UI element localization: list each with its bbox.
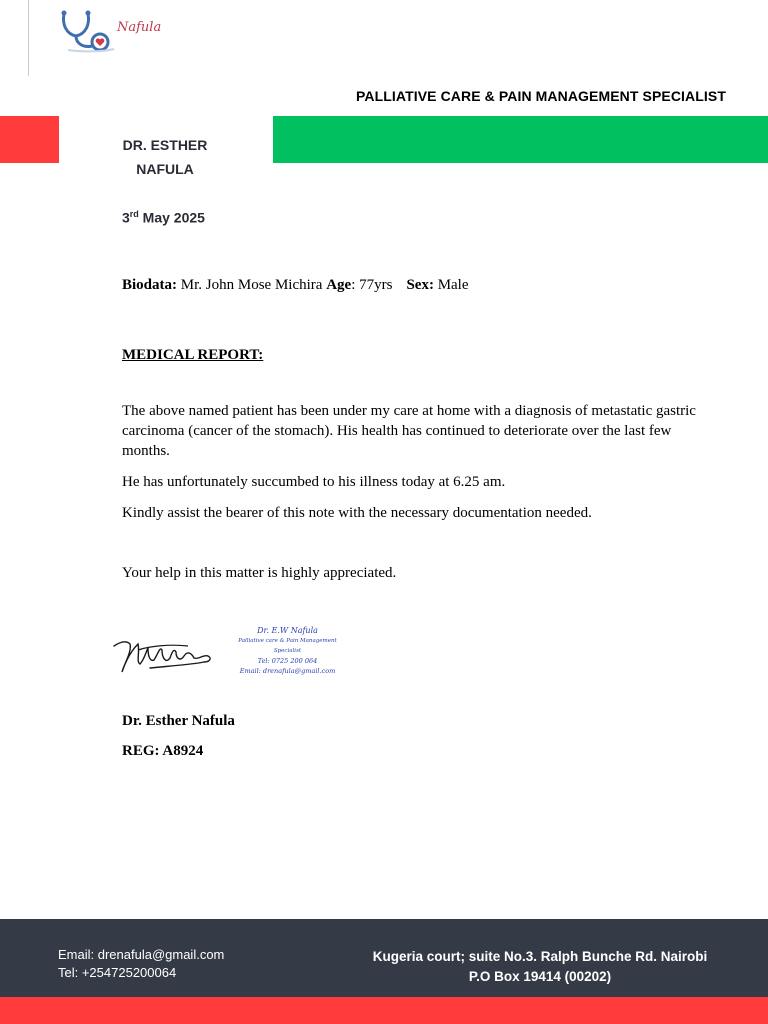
footer-red-stripe [0,997,768,1024]
date-rest: May 2025 [138,209,205,226]
biodata-label: Biodata: [122,277,178,293]
footer-bar [0,919,768,997]
age-value: : 77yrs [351,277,393,293]
patient-name: Mr. John Mose Michira [177,277,327,293]
accent-green-block [273,116,768,163]
footer-tel: Tel: +254725200064 [58,965,177,980]
footer-address [340,947,740,987]
stamp-tel: Tel: 0725 200 064 [257,657,318,665]
clinic-logo [58,8,173,58]
specialty-title: PALLIATIVE CARE & PAIN MANAGEMENT SPECIALIST [356,88,726,104]
logo-wordmark: Nafula [117,20,162,35]
report-paragraph: Your help in this matter is highly appreciated. [122,565,397,581]
stamp-email: Email: drenafula@gmail.com [239,667,336,675]
report-paragraph: Kindly assist the bearer of this note with the necessary documentation needed. [122,505,592,521]
sex-value: Male [433,277,469,293]
footer-address-line1: Kugeria court; suite No.3. Ralph Bunche Rd. Nairobi [372,949,708,964]
stamp-name: Dr. E.W Nafula [257,626,318,635]
doctor-name-header [104,133,226,181]
doctor-name-line2: NAFULA [136,161,194,177]
doctor-name-line1: DR. ESTHER [122,137,208,153]
sex-label: Sex: [406,277,434,293]
date-suffix: rd [129,209,139,219]
report-paragraph: The above named patient has been under my care at home with a diagnosis of metastatic gastric carcinoma (cancer of the stomach). His health has continued to deteriorate over the last few months. [122,403,696,459]
header-divider-line [28,0,29,76]
registration-number: REG: A8924 [122,743,204,759]
footer-address-line2: P.O Box 19414 (00202) [468,969,612,984]
age-label: Age [326,277,352,293]
handwritten-signature [110,630,218,676]
signatory-name: Dr. Esther Nafula [122,713,235,729]
doctor-stamp [230,626,345,676]
stethoscope-heart-icon [58,8,118,54]
report-paragraph: He has unfortunately succumbed to his illness today at 6.25 am. [122,474,506,490]
accent-red-block [0,116,59,163]
report-date [122,209,205,226]
date-day: 3 [122,209,130,226]
footer-contact [58,946,224,982]
footer-email: Email: drenafula@gmail.com [58,947,225,962]
stamp-title: Palliative care & Pain Management Specialist [238,638,337,654]
patient-biodata [122,277,469,294]
report-heading: MEDICAL REPORT: [122,347,264,363]
